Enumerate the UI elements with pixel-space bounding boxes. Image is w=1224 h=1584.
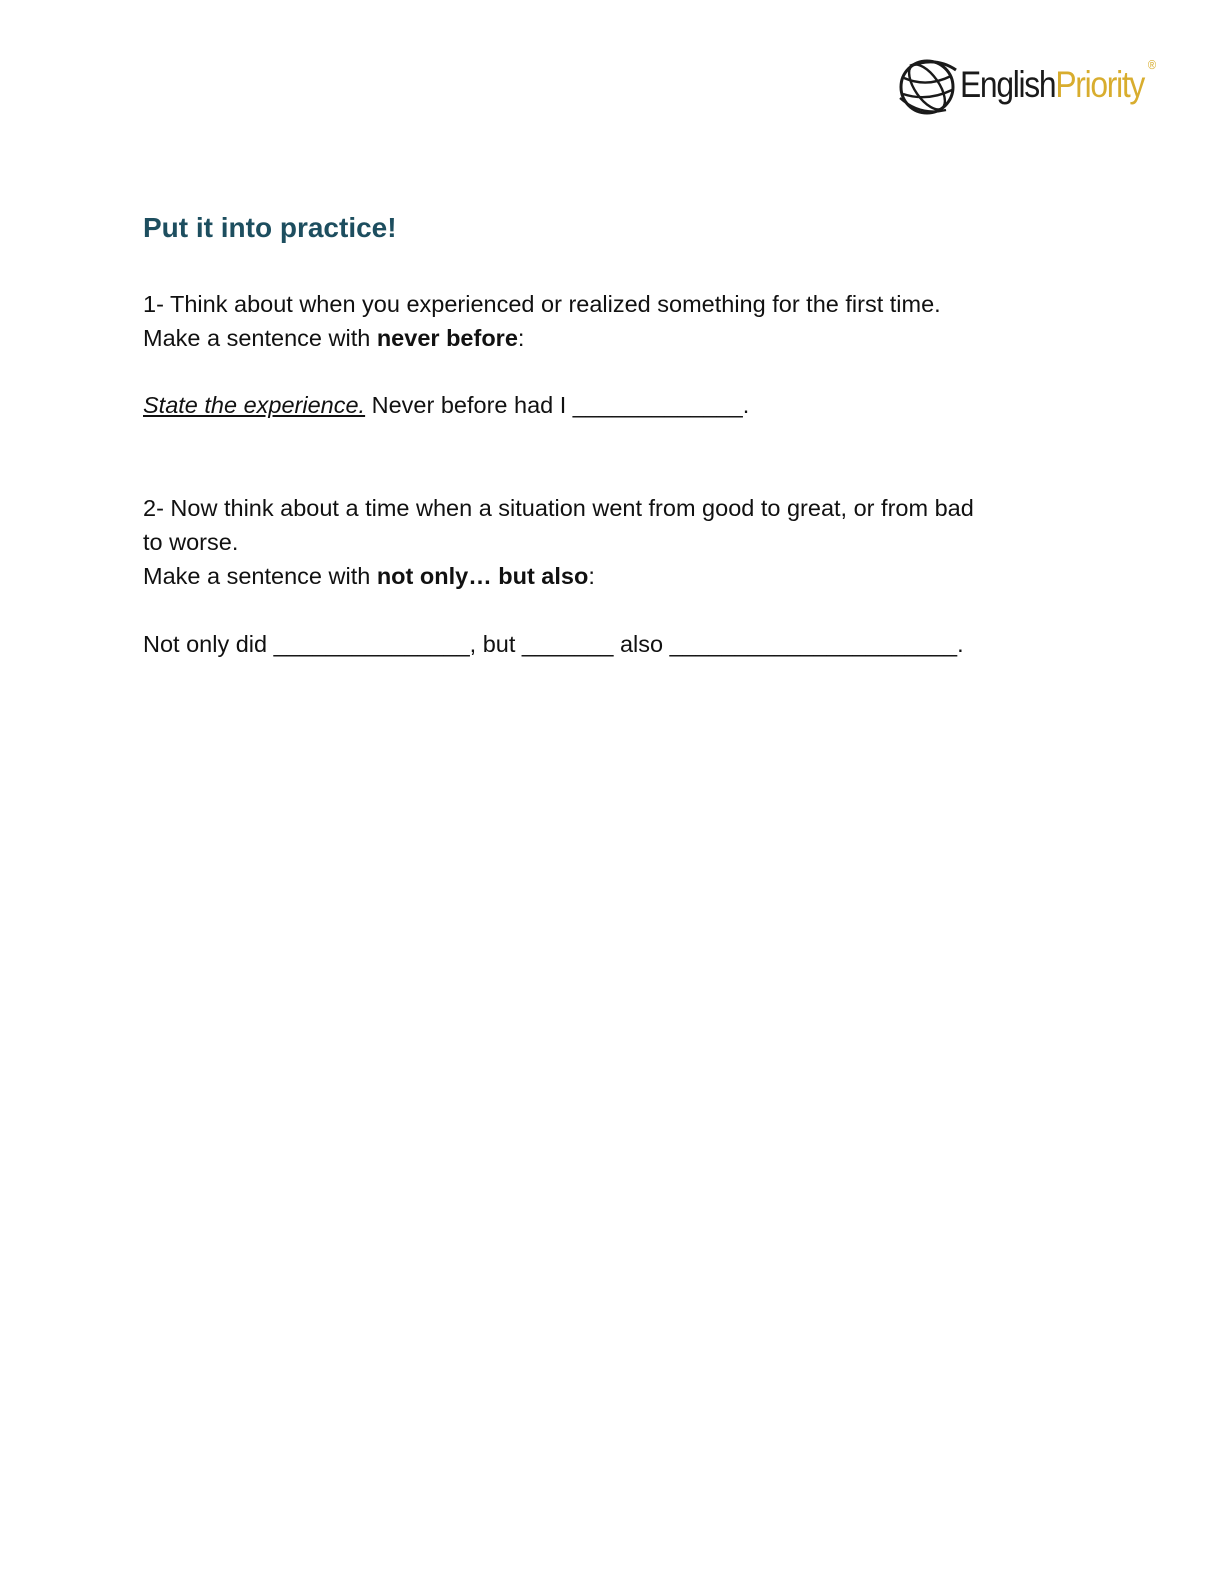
question-1-fill-in bbox=[143, 388, 1083, 422]
question-2-keyword: not only… but also bbox=[376, 563, 589, 589]
question-1-line-2-prefix: Make a sentence with bbox=[143, 325, 377, 351]
question-1-line-2-suffix: : bbox=[517, 325, 525, 351]
globe-icon bbox=[896, 54, 958, 118]
question-2-line-1: 2- Now think about a time when a situation went from good to great, or from bad bbox=[143, 495, 974, 521]
question-2-blank-sentence: Not only did _______________, but _______ also ______________________. bbox=[143, 631, 964, 657]
question-2-line-3-prefix: Make a sentence with bbox=[143, 563, 377, 589]
question-1-blank-sentence: Never before had I _____________. bbox=[365, 392, 750, 418]
question-1-instruction: State the experience. bbox=[143, 392, 366, 418]
logo-word-english: English bbox=[960, 63, 1056, 105]
english-priority-logo bbox=[896, 50, 1176, 122]
question-1-keyword: never before bbox=[376, 325, 518, 351]
logo-wordmark bbox=[960, 56, 1157, 105]
question-2-fill-in bbox=[143, 627, 1083, 661]
question-1-prompt bbox=[143, 287, 1083, 355]
registered-mark: ® bbox=[1147, 56, 1157, 72]
page-title: Put it into practice! bbox=[143, 212, 397, 243]
question-2-line-3-suffix: : bbox=[588, 563, 595, 589]
question-1-line-1: 1- Think about when you experienced or realized something for the first time. bbox=[143, 291, 941, 317]
worksheet-content bbox=[143, 208, 1083, 661]
question-2-prompt bbox=[143, 491, 1083, 593]
question-2-line-2: to worse. bbox=[143, 529, 239, 555]
logo-word-priority: Priority bbox=[1055, 63, 1145, 105]
